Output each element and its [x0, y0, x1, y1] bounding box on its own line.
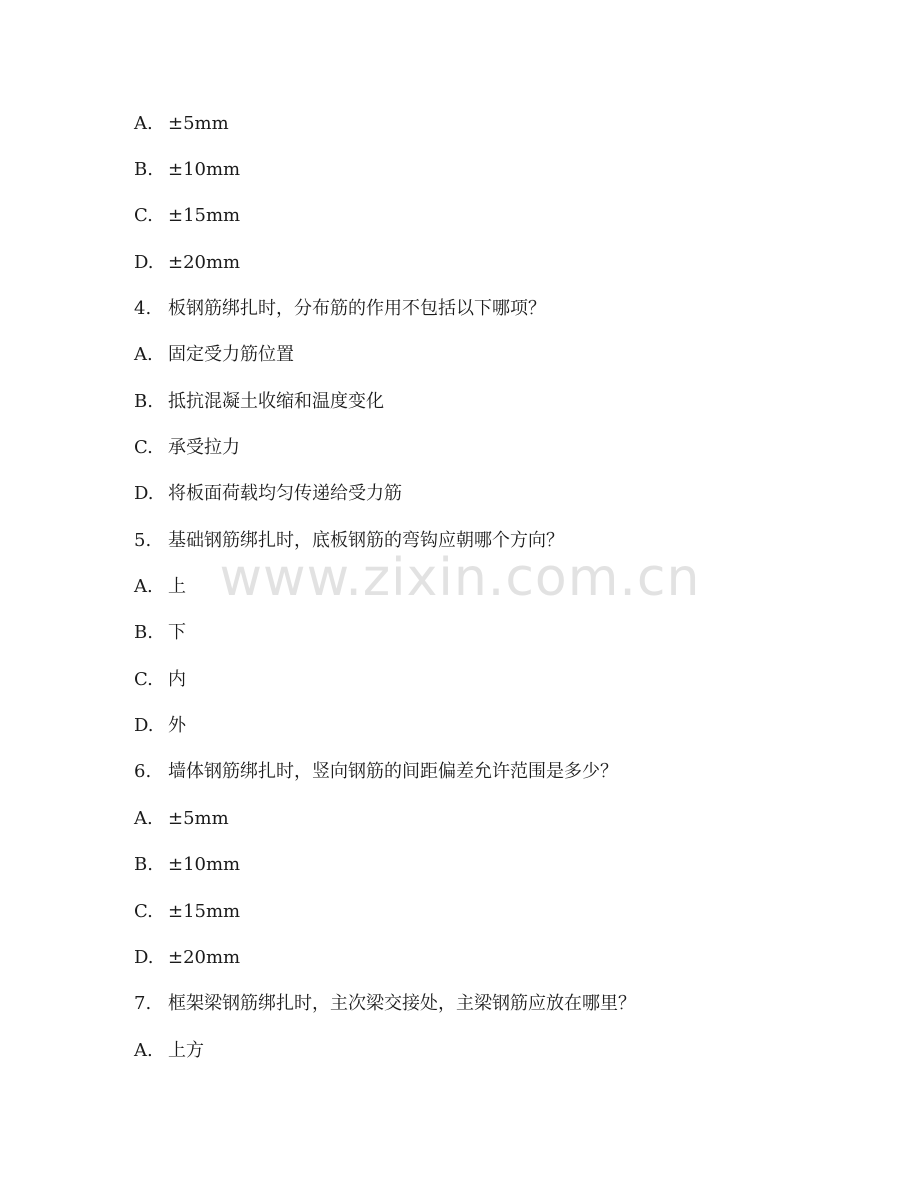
option-text: 外: [168, 715, 186, 736]
option-label: B.: [134, 159, 153, 180]
option-line: [134, 621, 186, 645]
option-line: [134, 158, 240, 182]
question-text: 基础钢筋绑扎时，底板钢筋的弯钩应朝哪个方向？: [168, 530, 564, 551]
option-label: A.: [134, 808, 153, 829]
option-label: A.: [134, 344, 153, 365]
option-line: [134, 251, 240, 275]
watermark: www.zixin.com.cn: [219, 548, 701, 608]
question-number: 7.: [134, 993, 152, 1014]
option-label: D.: [134, 483, 154, 504]
question-number: 6.: [134, 761, 152, 782]
option-line: [134, 714, 186, 738]
question-text: 板钢筋绑扎时，分布筋的作用不包括以下哪项？: [168, 298, 546, 319]
option-text: ±20mm: [168, 947, 241, 968]
option-label: A.: [134, 576, 153, 597]
option-line: [134, 436, 240, 460]
option-text: ±10mm: [168, 854, 241, 875]
option-text: 固定受力筋位置: [168, 344, 294, 365]
option-line: [134, 482, 402, 506]
option-label: B.: [134, 854, 153, 875]
option-line: [134, 343, 294, 367]
option-label: C.: [134, 437, 153, 458]
option-label: A.: [134, 113, 153, 134]
option-line: [134, 1039, 204, 1063]
option-line: [134, 946, 240, 970]
option-line: [134, 668, 186, 692]
option-label: D.: [134, 252, 154, 273]
option-text: ±10mm: [168, 159, 241, 180]
option-label: C.: [134, 205, 153, 226]
option-label: D.: [134, 715, 154, 736]
option-text: 下: [168, 622, 186, 643]
option-line: [134, 853, 240, 877]
question-line: [134, 992, 636, 1016]
option-text: ±15mm: [168, 205, 241, 226]
option-label: A.: [134, 1040, 153, 1061]
question-text: 墙体钢筋绑扎时，竖向钢筋的间距偏差允许范围是多少？: [168, 761, 618, 782]
option-line: [134, 900, 240, 924]
question-text: 框架梁钢筋绑扎时，主次梁交接处，主梁钢筋应放在哪里？: [168, 993, 636, 1014]
option-line: [134, 112, 229, 136]
option-label: B.: [134, 391, 153, 412]
option-line: [134, 807, 229, 831]
question-number: 4.: [134, 298, 152, 319]
option-text: 上: [168, 576, 186, 597]
option-line: [134, 390, 384, 414]
option-text: ±15mm: [168, 901, 241, 922]
option-text: ±5mm: [168, 113, 229, 134]
option-text: 承受拉力: [168, 437, 240, 458]
option-text: ±5mm: [168, 808, 229, 829]
question-line: [134, 297, 546, 321]
question-line: [134, 760, 618, 784]
question-number: 5.: [134, 530, 152, 551]
option-text: 上方: [168, 1040, 204, 1061]
option-text: 将板面荷载均匀传递给受力筋: [168, 483, 402, 504]
option-label: C.: [134, 901, 153, 922]
option-label: C.: [134, 669, 153, 690]
option-text: 抵抗混凝土收缩和温度变化: [168, 391, 384, 412]
option-line: [134, 204, 240, 228]
option-text: ±20mm: [168, 252, 241, 273]
option-label: D.: [134, 947, 154, 968]
option-text: 内: [168, 669, 186, 690]
option-label: B.: [134, 622, 153, 643]
